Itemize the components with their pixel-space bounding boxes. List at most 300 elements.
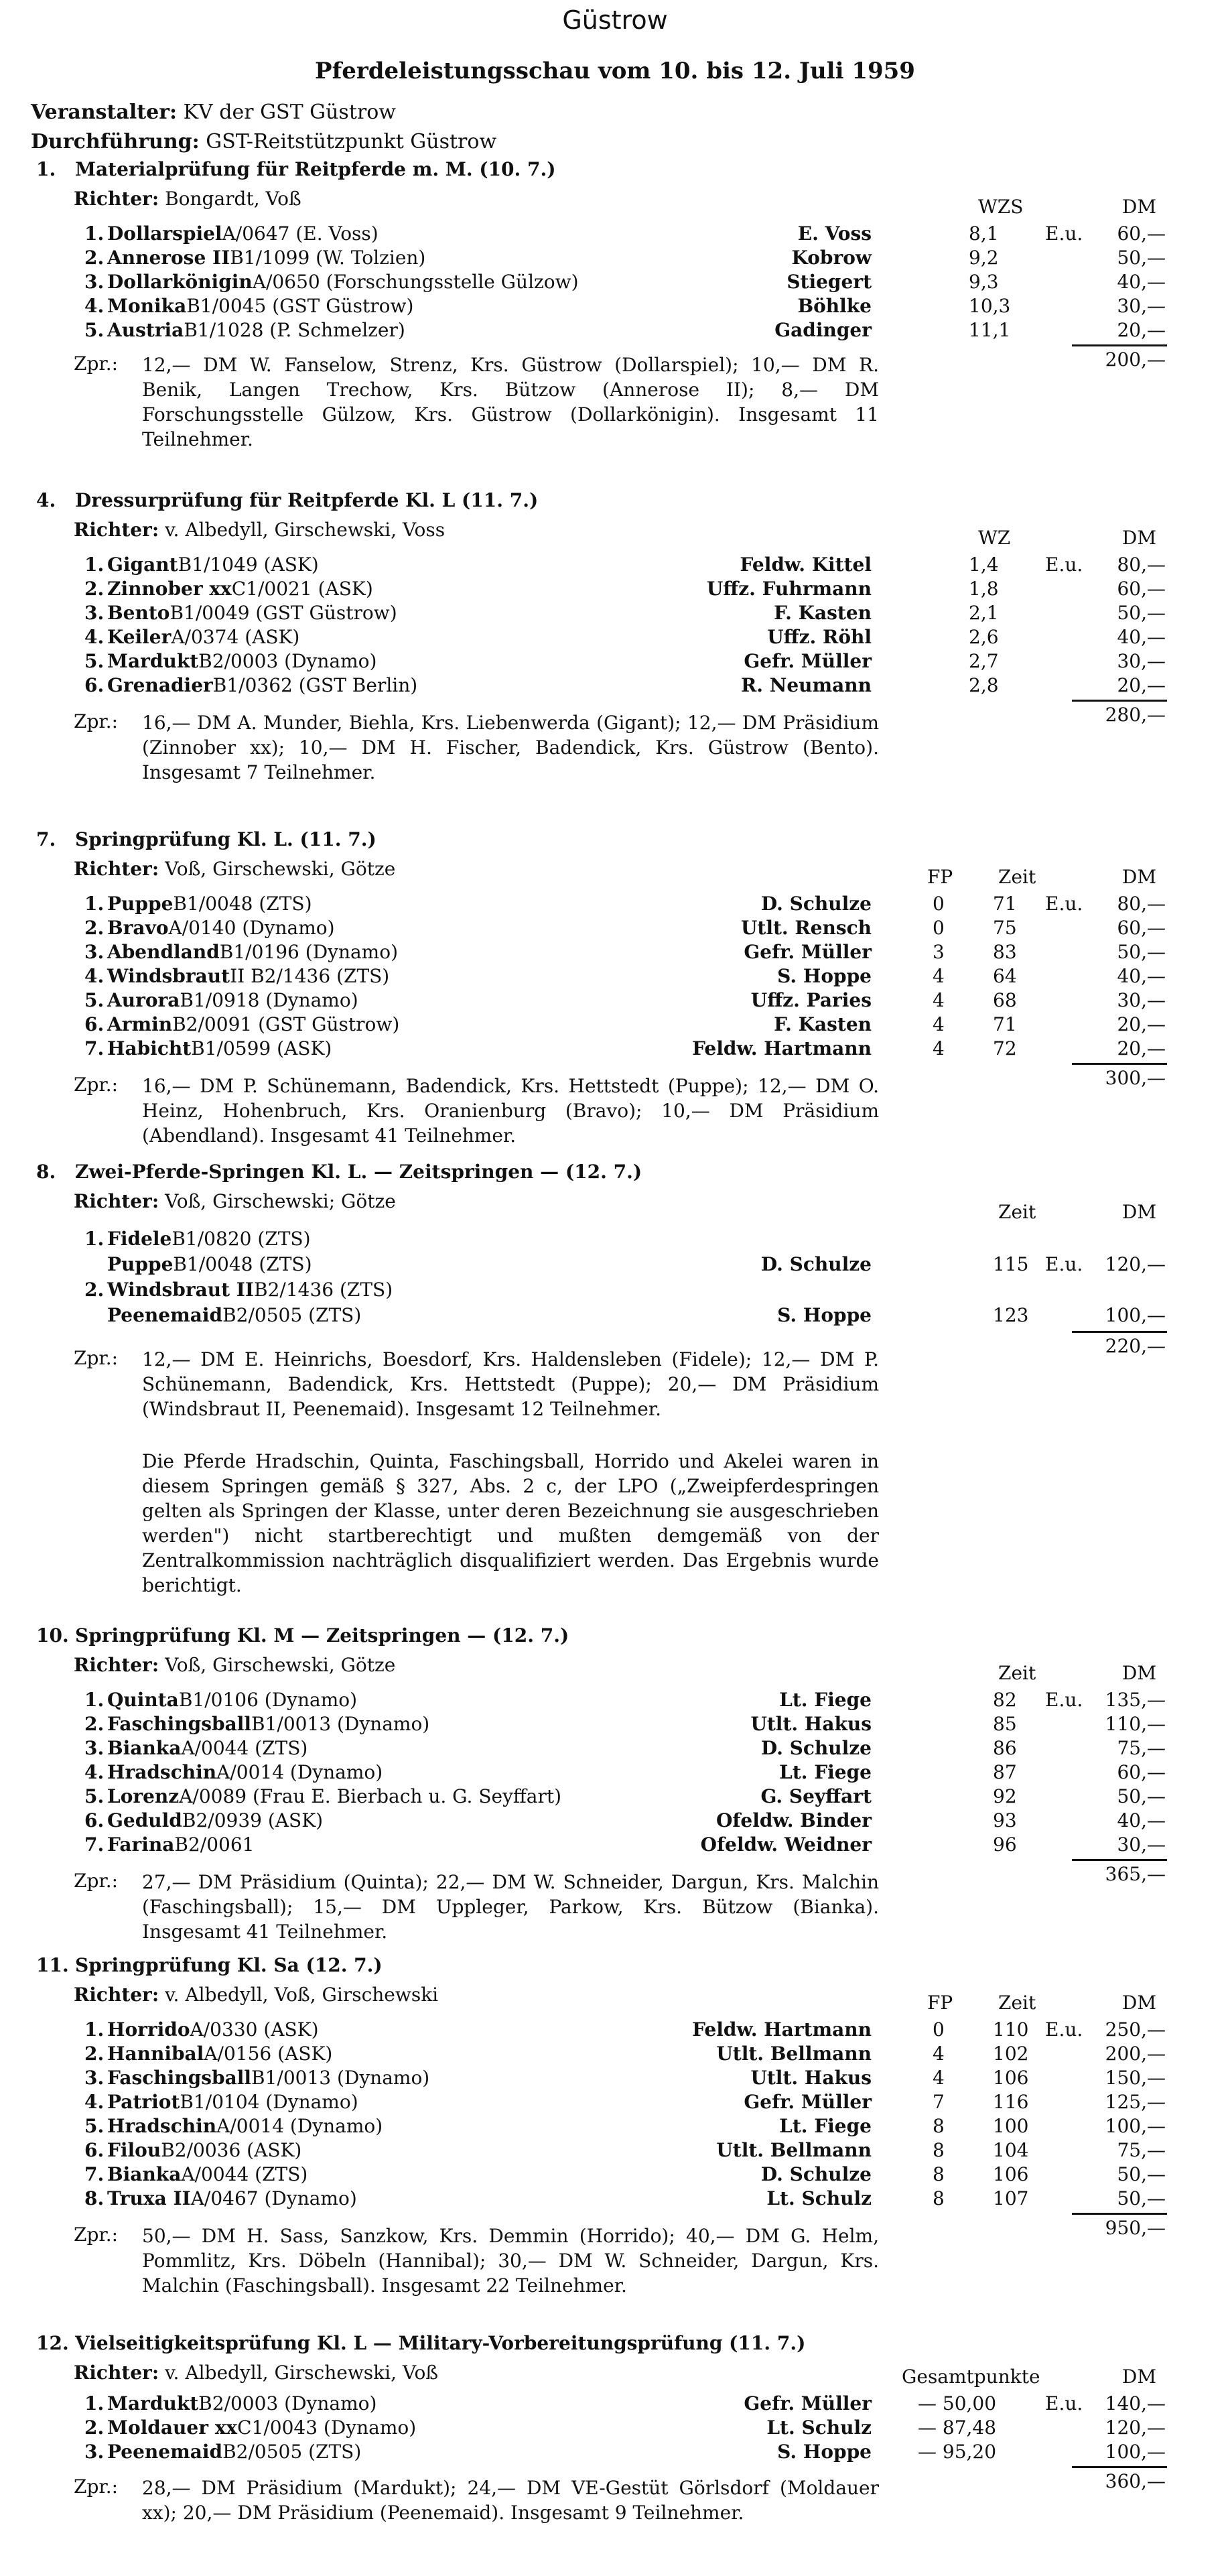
prize-dm: 120,— [1105, 2417, 1166, 2439]
place-heading: Güstrow [562, 5, 668, 35]
horse [107, 2163, 308, 2185]
result-row [0, 295, 1230, 319]
result-row [0, 1689, 1230, 1713]
header-time: Zeit [998, 1201, 1036, 1223]
header-dm: DM [1121, 1662, 1156, 1684]
horse-info: A/0467 (Dynamo) [190, 2187, 357, 2209]
sum-rule [1072, 700, 1167, 702]
rider: Utlt. Hakus [750, 1713, 872, 1735]
horse-name: Bento [107, 602, 170, 624]
judges-line [74, 1984, 438, 2006]
prize-dm: 75,— [1117, 2139, 1166, 2161]
horse-info: A/0044 (ZTS) [181, 1737, 308, 1759]
ehrenpreis-marker: E.u. [1045, 554, 1083, 576]
prize-dm: 60,— [1117, 1761, 1166, 1783]
time: 107 [993, 2187, 1029, 2209]
rider: G. Seyffart [760, 1785, 872, 1807]
rider: E. Voss [797, 222, 872, 245]
result-row [0, 2187, 1230, 2211]
horse-info: B2/0091 (GST Güstrow) [172, 1013, 400, 1035]
horse-name: Puppe [107, 1253, 174, 1275]
rider: Gefr. Müller [744, 2091, 872, 2113]
horse-name: Faschingsball [107, 2067, 251, 2089]
prize-total: 200,— [1105, 348, 1166, 371]
rank: 4. [84, 1761, 105, 1783]
time: 106 [993, 2163, 1029, 2185]
horse-info: A/0330 (ASK) [190, 2018, 319, 2041]
time: 75 [993, 917, 1017, 939]
rank: 4. [84, 2091, 105, 2113]
executor-label: Durchführung: [31, 130, 200, 153]
rider: Lt. Schulz [766, 2417, 872, 2439]
horse [107, 650, 377, 672]
horse-info: B2/0003 (Dynamo) [198, 650, 377, 672]
prizes-label: Zpr.: [74, 2475, 119, 2498]
rank: 1. [84, 2018, 105, 2041]
result-row [0, 247, 1230, 271]
competition-number: 4. [36, 489, 56, 511]
time: 92 [993, 1785, 1017, 1807]
rider: D. Schulze [760, 1737, 872, 1759]
prize-dm: 75,— [1117, 1737, 1166, 1759]
competition-title [36, 1624, 569, 1647]
rank: 3. [84, 1737, 105, 1759]
horse [107, 1737, 308, 1759]
horse-info: B2/0505 (ZTS) [222, 2441, 362, 2463]
prize-dm: 200,— [1105, 2043, 1166, 2065]
prize-dm: 30,— [1117, 1833, 1166, 1856]
score: 9,3 [969, 271, 999, 293]
result-row [0, 674, 1230, 698]
time: 100 [993, 2115, 1029, 2137]
horse-name: Hradschin [107, 2115, 217, 2137]
rank: 4. [84, 295, 105, 317]
horse [107, 2115, 383, 2137]
rank: 1. [84, 893, 105, 915]
prize-dm: 20,— [1117, 674, 1166, 696]
horse-info: A/0156 (ASK) [204, 2043, 333, 2065]
horse [107, 1689, 358, 1711]
rider: Utlt. Bellmann [716, 2043, 872, 2065]
horse-name: Farina [107, 1833, 175, 1856]
fault-points: 8 [933, 2163, 945, 2185]
prize-dm: 60,— [1117, 222, 1166, 245]
horse [107, 2043, 333, 2065]
competition-title [36, 1954, 383, 1976]
ehrenpreis-marker: E.u. [1045, 1689, 1083, 1711]
result-row [0, 2441, 1230, 2465]
organizer-label: Veranstalter: [31, 101, 178, 124]
result-row [0, 1809, 1230, 1833]
prize-dm: 30,— [1117, 650, 1166, 672]
prize-dm: 20,— [1117, 319, 1166, 341]
prizes-text: 28,— DM Präsidium (Mardukt); 24,— DM VE-Gestüt Görlsdorf (Moldauer xx); 20,— DM Präsidium (Peenemaid). Insgesamt 9 Teilnehmer. [142, 2477, 879, 2524]
result-row [0, 2067, 1230, 2091]
prizes-text: 16,— DM P. Schünemann, Badendick, Krs. Hettstedt (Puppe); 12,— DM O. Heinz, Hohenbruch, Krs. Oranienburg (Bravo); 10,— DM Präsidium (Abendland). Insgesamt 41 Teilnehmer. [142, 1075, 879, 1147]
prize-dm: 120,— [1105, 1253, 1166, 1275]
rider: Lt. Fiege [779, 2115, 872, 2137]
horse-info: A/0647 (E. Voss) [222, 222, 379, 245]
competition-name: Zwei-Pferde-Springen Kl. L. — Zeitspringen — (12. 7.) [75, 1161, 642, 1183]
rider: Feldw. Hartmann [692, 1037, 872, 1059]
prize-dm: 125,— [1105, 2091, 1166, 2113]
judges-names: v. Albedyll, Girschewski, Voß [165, 2362, 439, 2384]
horse [107, 295, 414, 317]
rider: F. Kasten [774, 1013, 872, 1035]
rank: 3. [84, 2067, 105, 2089]
rank: 2. [84, 1713, 105, 1735]
competition-name: Dressurprüfung für Reitpferde Kl. L (11. 7.) [75, 489, 539, 511]
judges-line [74, 2362, 438, 2384]
rank: 5. [84, 1785, 105, 1807]
competition-name: Springprüfung Kl. Sa (12. 7.) [75, 1954, 383, 1976]
rider: Gadinger [774, 319, 872, 341]
fault-points: 8 [933, 2139, 945, 2161]
competition-title [36, 2332, 805, 2354]
time: 87 [993, 1761, 1017, 1783]
prize-total: 365,— [1105, 1863, 1166, 1885]
time: 68 [993, 989, 1017, 1011]
rider: Uffz. Fuhrmann [706, 578, 872, 600]
rank: 6. [84, 1809, 105, 1831]
horse [107, 2091, 358, 2113]
result-row [0, 1279, 1230, 1303]
horse-name: Keiler [107, 626, 172, 648]
competition-title [36, 828, 377, 850]
rider: Ofeldw. Binder [715, 1809, 872, 1831]
horse-name: Peenemaid [107, 1304, 223, 1326]
horse-name: Horrido [107, 2018, 190, 2041]
ehrenpreis-marker: E.u. [1045, 893, 1083, 915]
result-row [0, 1304, 1230, 1328]
horse-name: Abendland [107, 941, 220, 963]
rank: 5. [84, 319, 105, 341]
horse [107, 917, 335, 939]
result-row [0, 1228, 1230, 1252]
prize-dm: 150,— [1105, 2067, 1166, 2089]
competition-number: 12. [36, 2332, 69, 2354]
result-row [0, 917, 1230, 941]
prize-total: 360,— [1105, 2470, 1166, 2492]
header-dm: DM [1121, 1201, 1156, 1223]
rank: 5. [84, 2115, 105, 2137]
prizes-label: Zpr.: [74, 1870, 119, 1892]
result-row [0, 554, 1230, 578]
header-time: Zeit [998, 1992, 1036, 2014]
score: 2,7 [969, 650, 999, 672]
horse-name: Annerose II [107, 247, 230, 269]
result-row [0, 319, 1230, 343]
fault-points: 4 [933, 1013, 945, 1035]
prize-dm: 40,— [1117, 626, 1166, 648]
competition-name: Materialprüfung für Reitpferde m. M. (10. 7.) [75, 158, 556, 180]
horse-name: Quinta [107, 1689, 179, 1711]
prize-dm: 80,— [1117, 554, 1166, 576]
rank: 1. [84, 2392, 105, 2414]
rider: F. Kasten [774, 602, 872, 624]
horse [107, 674, 418, 696]
judges-label: Richter: [74, 188, 159, 210]
prize-dm: 100,— [1105, 2441, 1166, 2463]
time: 64 [993, 965, 1017, 987]
rider: Uffz. Paries [750, 989, 872, 1011]
time: 83 [993, 941, 1017, 963]
prizes-text: 50,— DM H. Sass, Sanzkow, Krs. Demmin (Horrido); 40,— DM G. Helm, Pommlitz, Krs. Döbeln (Hannibal); 30,— DM W. Schneider, Dargun, Krs. Malchin (Faschingsball). Insgesamt 22 Teilnehmer. [142, 2225, 879, 2297]
horse-name: Mardukt [107, 2392, 199, 2414]
prize-total: 220,— [1105, 1335, 1166, 1357]
rank: 7. [84, 1037, 105, 1059]
horse-info: B2/0003 (Dynamo) [198, 2392, 377, 2414]
rider: S. Hoppe [777, 1304, 872, 1326]
horse-info: B1/0106 (Dynamo) [178, 1689, 358, 1711]
rider: Feldw. Kittel [740, 554, 872, 576]
prize-dm: 50,— [1117, 247, 1166, 269]
rank: 3. [84, 2441, 105, 2463]
horse [107, 247, 426, 269]
rider: Uffz. Röhl [767, 626, 872, 648]
header-dm: DM [1121, 527, 1156, 549]
rider: Gefr. Müller [744, 941, 872, 963]
horse-name: Hannibal [107, 2043, 204, 2065]
horse-info: B2/0939 (ASK) [182, 1809, 324, 1831]
time: 116 [993, 2091, 1029, 2113]
prize-total: 300,— [1105, 1067, 1166, 1089]
header-score: Gesamtpunkte [902, 2366, 1040, 2388]
rank: 2. [84, 1279, 105, 1301]
prize-dm: 30,— [1117, 295, 1166, 317]
time: 72 [993, 1037, 1017, 1059]
horse [107, 1279, 393, 1301]
rank: 7. [84, 1833, 105, 1856]
score: 1,8 [969, 578, 999, 600]
horse [107, 319, 405, 341]
horse [107, 2417, 417, 2439]
competition-number: 10. [36, 1624, 69, 1647]
disqualification-note: Die Pferde Hradschin, Quinta, Faschingsball, Horrido und Akelei waren in diesem Springen gemäß § 327, Abs. 2 c, der LPO („Zweipferdespringen gelten als Springen der Klasse, unter deren Bezeichnung sie ausgeschrieben werden") nicht startberechtigt und mußten demgemäß von der Zentralkommission nachträglich disqualifiziert werden. Das Ergebnis wurde berichtigt. [142, 1450, 879, 1596]
result-row [0, 2018, 1230, 2043]
judges-names: Voß, Girschewski; Götze [165, 1190, 396, 1212]
score: 2,1 [969, 602, 999, 624]
horse-name: Habicht [107, 1037, 192, 1059]
judges-label: Richter: [74, 2362, 159, 2384]
prize-dm: 20,— [1117, 1037, 1166, 1059]
prizes-text: 16,— DM A. Munder, Biehla, Krs. Liebenwerda (Gigant); 12,— DM Präsidium (Zinnober xx); 10,— DM H. Fischer, Badendick, Krs. Güstrow (Bento). Insgesamt 7 Teilnehmer. [142, 712, 879, 783]
time: 96 [993, 1833, 1017, 1856]
horse-name: Zinnober xx [107, 578, 232, 600]
score: 10,3 [969, 295, 1011, 317]
rider: S. Hoppe [777, 965, 872, 987]
sum-rule [1072, 2213, 1167, 2215]
horse [107, 1037, 332, 1059]
horse-info: B1/0048 (ZTS) [173, 893, 312, 915]
rank: 6. [84, 2139, 105, 2161]
horse-info: C1/0021 (ASK) [231, 578, 373, 600]
prize-dm: 50,— [1117, 2187, 1166, 2209]
horse-name: Gigant [107, 554, 178, 576]
horse-name: Bravo [107, 917, 169, 939]
horse-name: Geduld [107, 1809, 182, 1831]
score: — 95,20 [918, 2441, 997, 2463]
horse [107, 2067, 430, 2089]
prize-dm: 50,— [1117, 2163, 1166, 2185]
judges-names: Voß, Girschewski, Götze [165, 1654, 396, 1676]
organizer-line [31, 101, 396, 124]
horse-info: A/0140 (Dynamo) [168, 917, 335, 939]
sum-rule [1072, 1331, 1167, 1333]
horse-name: Hradschin [107, 1761, 217, 1783]
time: 86 [993, 1737, 1017, 1759]
time: 104 [993, 2139, 1029, 2161]
prizes-text: 12,— DM W. Fanselow, Strenz, Krs. Güstrow (Dollarspiel); 10,— DM R. Benik, Langen Trechow, Krs. Bützow (Annerose II); 8,— DM Forschungsstelle Gülzow, Krs. Güstrow (Dollarkönigin). Insgesamt 11 Teilnehmer. [142, 354, 879, 450]
competition-title [36, 489, 538, 511]
horse-info: A/0650 (Forschungsstelle Gülzow) [252, 271, 579, 293]
horse-name: Windsbraut II [107, 1279, 254, 1301]
rider: Utlt. Rensch [740, 917, 872, 939]
executor-value: GST-Reitstützpunkt Güstrow [206, 130, 497, 153]
prize-dm: 110,— [1105, 1713, 1166, 1735]
horse [107, 1253, 312, 1275]
time: 71 [993, 893, 1017, 915]
result-row [0, 1013, 1230, 1037]
judges-line [74, 1190, 396, 1212]
result-row [0, 1253, 1230, 1277]
horse-name: Bianka [107, 2163, 182, 2185]
horse-info: B1/0820 (ZTS) [172, 1228, 311, 1250]
horse-name: Lorenz [107, 1785, 180, 1807]
judges-line [74, 1654, 395, 1676]
sum-rule [1072, 344, 1167, 346]
header-score: WZS [978, 196, 1024, 218]
horse-name: Windsbraut [107, 965, 230, 987]
judges-label: Richter: [74, 1984, 159, 2006]
sum-rule [1072, 1063, 1167, 1065]
horse [107, 1809, 324, 1831]
horse-info: B2/1436 (ZTS) [254, 1279, 393, 1301]
fault-points: 4 [933, 965, 945, 987]
judges-label: Richter: [74, 858, 159, 880]
competition-number: 11. [36, 1954, 69, 1976]
horse-info: B1/1049 (ASK) [178, 554, 319, 576]
rider: Böhlke [797, 295, 872, 317]
horse-name: Bianka [107, 1737, 182, 1759]
header-time: Zeit [998, 1662, 1036, 1684]
horse-name: Fidele [107, 1228, 172, 1250]
horse [107, 1713, 430, 1735]
horse-info: B1/0048 (ZTS) [173, 1253, 312, 1275]
horse-info: B1/0196 (Dynamo) [219, 941, 399, 963]
time: 82 [993, 1689, 1017, 1711]
result-row [0, 2417, 1230, 2441]
time: 71 [993, 1013, 1017, 1035]
horse [107, 602, 397, 624]
fault-points: 0 [933, 917, 945, 939]
rider: Utlt. Bellmann [716, 2139, 872, 2161]
rank: 2. [84, 247, 105, 269]
result-row [0, 941, 1230, 965]
ehrenpreis-marker: E.u. [1045, 2018, 1083, 2041]
fault-points: 0 [933, 2018, 945, 2041]
judges-label: Richter: [74, 1190, 159, 1212]
horse-info: B1/0362 (GST Berlin) [212, 674, 418, 696]
judges-names: v. Albedyll, Voß, Girschewski [165, 1984, 439, 2006]
horse-name: Dollarspiel [107, 222, 222, 245]
result-row [0, 1785, 1230, 1809]
horse-name: Armin [107, 1013, 173, 1035]
horse-info: B1/1028 (P. Schmelzer) [184, 319, 405, 341]
rank: 1. [84, 1228, 105, 1250]
rider: D. Schulze [760, 2163, 872, 2185]
rank: 2. [84, 578, 105, 600]
horse-name: Aurora [107, 989, 180, 1011]
result-row [0, 1037, 1230, 1061]
horse-info: B2/0505 (ZTS) [222, 1304, 362, 1326]
horse [107, 222, 379, 245]
prize-dm: 100,— [1105, 1304, 1166, 1326]
score: 2,6 [969, 626, 999, 648]
horse [107, 626, 300, 648]
rider: Gefr. Müller [744, 2392, 872, 2414]
score: — 87,48 [918, 2417, 997, 2439]
rider: Kobrow [791, 247, 872, 269]
result-row [0, 271, 1230, 295]
rider: Gefr. Müller [744, 650, 872, 672]
prize-dm: 40,— [1117, 965, 1166, 987]
prize-dm: 40,— [1117, 271, 1166, 293]
time: 85 [993, 1713, 1017, 1735]
horse-name: Grenadier [107, 674, 213, 696]
header-dm: DM [1121, 866, 1156, 888]
horse [107, 1304, 362, 1326]
fault-points: 4 [933, 2043, 945, 2065]
horse-info: B1/0013 (Dynamo) [251, 2067, 430, 2089]
header-dm: DM [1121, 2366, 1156, 2388]
fault-points: 4 [933, 1037, 945, 1059]
horse [107, 965, 390, 987]
result-row [0, 222, 1230, 247]
competition-title [36, 1161, 642, 1183]
horse [107, 554, 319, 576]
time: 110 [993, 2018, 1029, 2041]
header-dm: DM [1121, 1992, 1156, 2014]
result-row [0, 1737, 1230, 1761]
result-row [0, 893, 1230, 917]
time: 106 [993, 2067, 1029, 2089]
judges-label: Richter: [74, 1654, 159, 1676]
rank: 5. [84, 650, 105, 672]
judges-label: Richter: [74, 519, 159, 541]
prize-dm: 50,— [1117, 602, 1166, 624]
prize-dm: 250,— [1105, 2018, 1166, 2041]
horse-info: B1/1099 (W. Tolzien) [230, 247, 426, 269]
judges-names: Bongardt, Voß [165, 188, 301, 210]
rank: 6. [84, 1013, 105, 1035]
horse-info: B1/0013 (Dynamo) [251, 1713, 430, 1735]
fault-points: 4 [933, 2067, 945, 2089]
rank: 3. [84, 602, 105, 624]
prize-dm: 60,— [1117, 578, 1166, 600]
horse [107, 2018, 319, 2041]
horse-info: A/0014 (Dynamo) [216, 2115, 383, 2137]
horse-info: A/0089 (Frau E. Bierbach u. G. Seyffart) [179, 1785, 562, 1807]
result-row [0, 650, 1230, 674]
rank: 4. [84, 626, 105, 648]
competition-number: 8. [36, 1161, 56, 1183]
organizer-value: KV der GST Güstrow [183, 101, 396, 124]
judges-line [74, 188, 301, 210]
result-row [0, 602, 1230, 626]
result-row [0, 1833, 1230, 1858]
competition-title [36, 158, 556, 180]
